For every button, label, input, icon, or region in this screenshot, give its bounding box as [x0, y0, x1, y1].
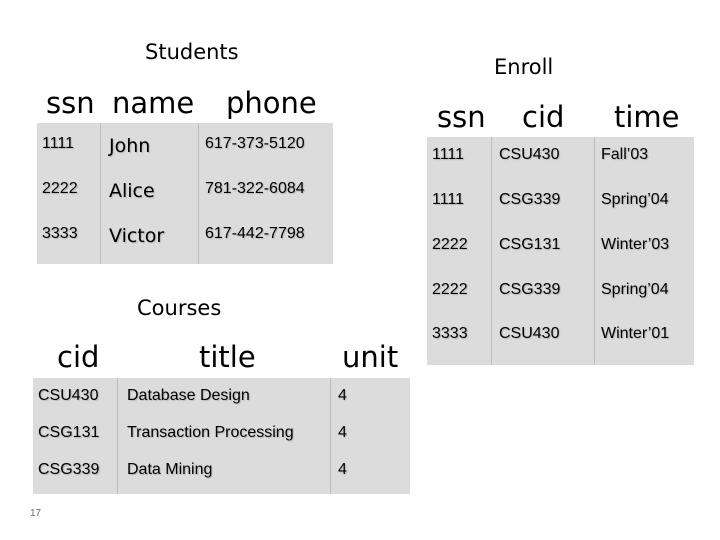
- table-cell: 781-322-6084: [205, 180, 305, 197]
- enroll-title: Enroll: [494, 55, 554, 79]
- courses-header-title: title: [199, 340, 256, 374]
- table-cell: 1111: [42, 135, 75, 152]
- table-cell: 2222: [432, 236, 468, 253]
- students-header-phone: phone: [226, 86, 317, 120]
- table-cell: CSU430: [38, 387, 99, 404]
- table-cell: John: [109, 135, 151, 157]
- column-divider: [330, 378, 331, 494]
- column-divider: [100, 123, 101, 264]
- students-title: Students: [145, 40, 239, 64]
- column-divider: [594, 137, 595, 365]
- column-divider: [491, 137, 492, 365]
- table-cell: Alice: [109, 180, 155, 202]
- table-cell: CSG339: [499, 281, 561, 298]
- table-cell: Database Design: [127, 387, 250, 404]
- table-cell: Data Mining: [127, 461, 213, 478]
- table-cell: 2222: [432, 281, 468, 298]
- table-cell: 617-442-7798: [205, 225, 305, 242]
- table-cell: CSG339: [499, 191, 561, 208]
- table-cell: Transaction Processing: [127, 424, 294, 441]
- courses-header-cid: cid: [57, 340, 100, 374]
- enroll-header-ssn: ssn: [437, 100, 486, 134]
- table-cell: 1111: [432, 191, 465, 208]
- table-cell: Fall’03: [601, 146, 649, 163]
- students-header-ssn: ssn: [46, 86, 95, 120]
- table-cell: 1111: [432, 146, 465, 163]
- table-cell: 4: [338, 461, 347, 478]
- table-cell: CSU430: [499, 146, 560, 163]
- table-cell: CSU430: [499, 325, 560, 342]
- enroll-header-time: time: [614, 100, 680, 134]
- column-divider: [117, 378, 118, 494]
- table-cell: 4: [338, 387, 347, 404]
- students-header-name: name: [112, 86, 195, 120]
- table-cell: 2222: [42, 180, 78, 197]
- page-number: 17: [30, 508, 42, 519]
- column-divider: [198, 123, 199, 264]
- courses-title: Courses: [137, 296, 222, 320]
- courses-header-unit: unit: [342, 340, 399, 374]
- table-cell: CSG339: [38, 461, 100, 478]
- table-cell: Winter’01: [601, 325, 670, 342]
- table-cell: 3333: [432, 325, 468, 342]
- table-cell: CSG131: [38, 424, 100, 441]
- table-cell: CSG131: [499, 236, 561, 253]
- table-cell: Victor: [109, 225, 165, 247]
- table-cell: Spring’04: [601, 191, 669, 208]
- table-cell: 3333: [42, 225, 78, 242]
- table-cell: 617-373-5120: [205, 135, 305, 152]
- enroll-header-cid: cid: [522, 100, 565, 134]
- table-cell: Spring’04: [601, 281, 669, 298]
- table-cell: Winter’03: [601, 236, 670, 253]
- table-cell: 4: [338, 424, 347, 441]
